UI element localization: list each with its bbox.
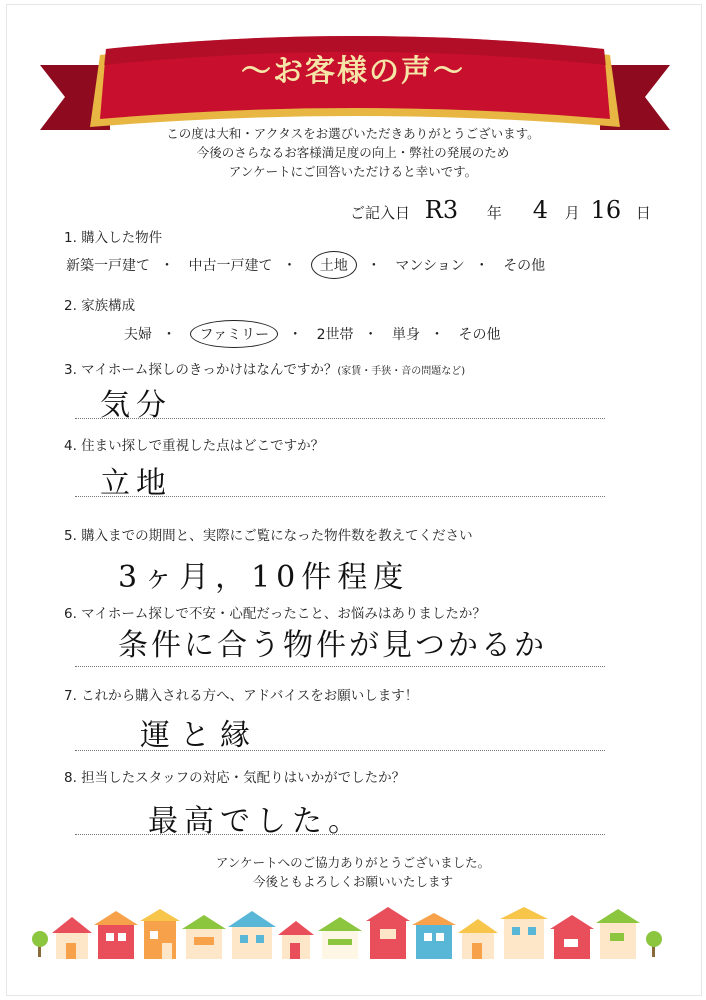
tree-icon <box>646 931 662 957</box>
house-icon <box>366 907 410 959</box>
answer-3: 気分 <box>100 388 172 423</box>
answer-8: 最高でした。 <box>148 804 364 839</box>
house-icon <box>94 911 138 959</box>
entry-date: ご記入日 R3 年 4 月 16 日 <box>350 196 651 224</box>
q2-option-two-generation: 2世帯 <box>316 327 354 343</box>
q1-option-land-selected: 土地 <box>311 251 357 279</box>
house-icon <box>318 917 362 959</box>
q2-option-single: 単身 <box>392 327 421 343</box>
question-4: 4. 住まい探しで重視した点はどこですか？ <box>64 438 325 454</box>
q2-option-family-selected: ファミリー <box>190 320 278 348</box>
q2-options: 夫婦 ・ ファミリー ・ 2世帯 ・ 単身 ・ その他 <box>124 320 500 348</box>
question-2: 2. 家族構成 <box>64 298 136 314</box>
house-icon <box>412 913 456 959</box>
question-5: 5. 購入までの期間と、実際にご覧になった物件数を教えてください <box>64 528 473 544</box>
house-icon <box>140 909 180 959</box>
tree-icon <box>32 931 48 957</box>
answer-5: 3ヶ月，10件程度 <box>118 560 410 595</box>
date-day-value: 16 <box>590 196 622 224</box>
house-icon <box>550 915 594 959</box>
answer-7: 運と縁 <box>140 718 260 753</box>
question-8: 8. 担当したスタッフの対応・気配りはいかがでしたか？ <box>64 770 406 786</box>
house-icon <box>458 919 498 959</box>
houses-illustration <box>30 903 670 963</box>
closing-message: アンケートへのご協力ありがとうございました。 今後ともよろしくお願いいたします <box>215 855 491 889</box>
question-6: 6. マイホーム探しで不安・心配だったこと、お悩みはありましたか？ <box>64 606 486 622</box>
intro-text: この度は大和・アクタスをお選びいただきありがとうございます。 今後のさらなるお客様満足度の向上・弊社の発展のため アンケートにご回答いただけると幸いです。 <box>166 126 540 179</box>
q2-option-couple: 夫婦 <box>124 327 152 343</box>
house-icon <box>596 909 640 959</box>
page-title: ～お客様の声～ <box>241 54 465 89</box>
answer-line-6 <box>75 666 605 667</box>
answer-line-8 <box>75 834 605 835</box>
answer-4: 立地 <box>100 466 172 501</box>
house-icon <box>278 921 314 959</box>
q1-option-new-house: 新築一戸建て <box>66 258 150 274</box>
question-3: 3. マイホーム探しのきっかけはなんですか？(家賃・手狭・音の問題など) <box>64 362 466 378</box>
house-icon <box>52 917 92 959</box>
answer-line-7 <box>75 750 605 751</box>
answer-line-4 <box>75 496 605 497</box>
house-icon <box>500 907 548 959</box>
answer-6: 条件に合う物件が見つかるか <box>118 628 547 663</box>
q1-options: 新築一戸建て ・ 中古一戸建て ・ 土地 ・ マンション ・ その他 <box>66 251 545 279</box>
q1-option-used-house: 中古一戸建て <box>188 258 273 274</box>
q1-option-other: その他 <box>503 258 546 274</box>
date-month-value: 4 <box>532 196 548 224</box>
house-icon <box>182 915 226 959</box>
house-icon <box>228 911 276 959</box>
answer-line-3 <box>75 418 605 419</box>
q1-option-mansion: マンション <box>395 258 465 274</box>
question-3-note: (家賃・手狭・音の問題など) <box>337 366 466 377</box>
date-era-value: R3 <box>424 196 459 224</box>
question-1: 1. 購入した物件 <box>64 230 163 246</box>
q2-option-other: その他 <box>458 327 501 343</box>
question-7: 7. これから購入される方へ、アドバイスをお願いします！ <box>64 688 419 704</box>
